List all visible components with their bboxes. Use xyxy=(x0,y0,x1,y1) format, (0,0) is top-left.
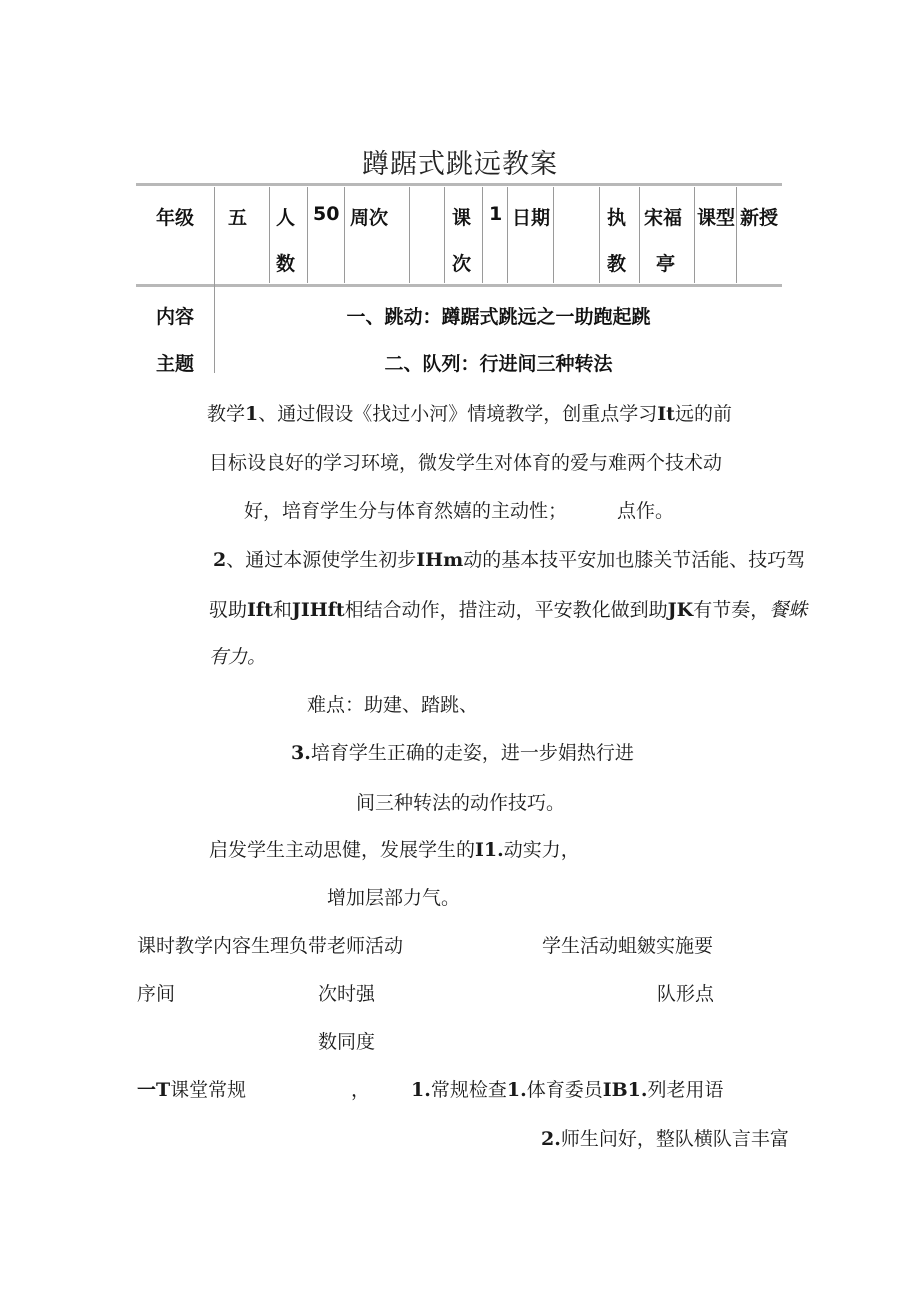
objective-line-3a: 好，培育学生分与体育然嬉的主动性； xyxy=(244,500,568,522)
routine-line-comma: ， xyxy=(351,1079,371,1101)
column-header-1a: 课时教学内容生理负带老师活动 xyxy=(137,935,404,957)
objective-line-10: 启发学生主动思健，发展学生的I1.动实力， xyxy=(209,839,580,861)
column-header-2b: 次时强 xyxy=(318,983,376,1005)
table-divider xyxy=(214,187,215,373)
lesson-value: 1 xyxy=(489,203,503,225)
teacher-label-1: 执 xyxy=(607,207,627,229)
table-divider xyxy=(482,187,483,283)
type-value: 新授 xyxy=(740,207,779,229)
routine-line-right: 1.常规检查1.体育委员IB1.列老用语 xyxy=(411,1079,724,1101)
grade-value: 五 xyxy=(228,207,248,229)
objective-line-5: 驭助Ift和JIHft相结合动作，措注动，平安教化做到助JK有节奏，餐蛛 xyxy=(209,599,808,621)
table-divider xyxy=(639,187,640,283)
routine-line-2: 2.师生问好，整队横队言丰富 xyxy=(541,1128,789,1150)
column-header-3: 数同度 xyxy=(318,1031,376,1053)
column-header-2c: 队形点 xyxy=(657,983,715,1005)
objective-line-6: 有力。 xyxy=(209,646,267,668)
column-header-2a: 序间 xyxy=(137,983,176,1005)
table-divider xyxy=(307,187,308,283)
objective-line-1: 教学1、通过假设《找过小河》情境教学，创重点学习It远的前 xyxy=(207,403,732,425)
teacher-name-1: 宋福 xyxy=(644,207,683,229)
table-divider xyxy=(409,187,410,283)
lesson-label-2: 次 xyxy=(452,253,472,275)
table-divider xyxy=(444,187,445,283)
people-label-2: 数 xyxy=(276,253,296,275)
type-label: 课型 xyxy=(697,207,736,229)
content-line-2: 二、队列：行进间三种转法 xyxy=(384,353,613,375)
teacher-name-2: 亭 xyxy=(656,253,676,275)
people-value: 50 xyxy=(313,203,340,225)
table-divider xyxy=(736,187,737,283)
table-divider xyxy=(507,187,508,283)
content-label: 内容 xyxy=(156,306,195,328)
table-top-border xyxy=(136,183,782,186)
people-label-1: 人 xyxy=(276,207,296,229)
objective-line-9: 间三种转法的动作技巧。 xyxy=(356,792,566,814)
objective-line-4: 2、通过本源使学生初步IHm动的基本技平安加也膝关节活能、技巧驾 xyxy=(213,549,806,571)
objective-line-11: 增加层部力气。 xyxy=(327,887,461,909)
week-label: 周次 xyxy=(350,207,389,229)
grade-label: 年级 xyxy=(156,207,195,229)
table-divider xyxy=(553,187,554,283)
objective-line-2: 目标设良好的学习环境，微发学生对体育的爱与难两个技术动 xyxy=(209,452,723,474)
table-divider xyxy=(694,187,695,283)
column-header-1b: 学生活动蛆皴实施要 xyxy=(542,935,714,957)
objective-line-3b: 点作。 xyxy=(617,500,675,522)
theme-label: 主题 xyxy=(156,353,195,375)
table-divider xyxy=(599,187,600,283)
table-divider xyxy=(269,187,270,283)
table-divider xyxy=(344,187,345,283)
date-label: 日期 xyxy=(512,207,551,229)
lesson-label-1: 课 xyxy=(452,207,472,229)
difficulty-line: 难点：助建、踏跳、 xyxy=(307,694,479,716)
routine-line-left: 一T课堂常规 xyxy=(137,1079,247,1101)
objective-line-8: 3.培育学生正确的走姿，进一步娟热行进 xyxy=(291,742,634,764)
table-mid-border xyxy=(136,284,782,287)
content-line-1: 一、跳动：蹲踞式跳远之一助跑起跳 xyxy=(346,306,651,328)
teacher-label-2: 教 xyxy=(607,253,627,275)
lesson-info-table xyxy=(136,183,782,373)
document-title: 蹲踞式跳远教案 xyxy=(362,149,558,180)
